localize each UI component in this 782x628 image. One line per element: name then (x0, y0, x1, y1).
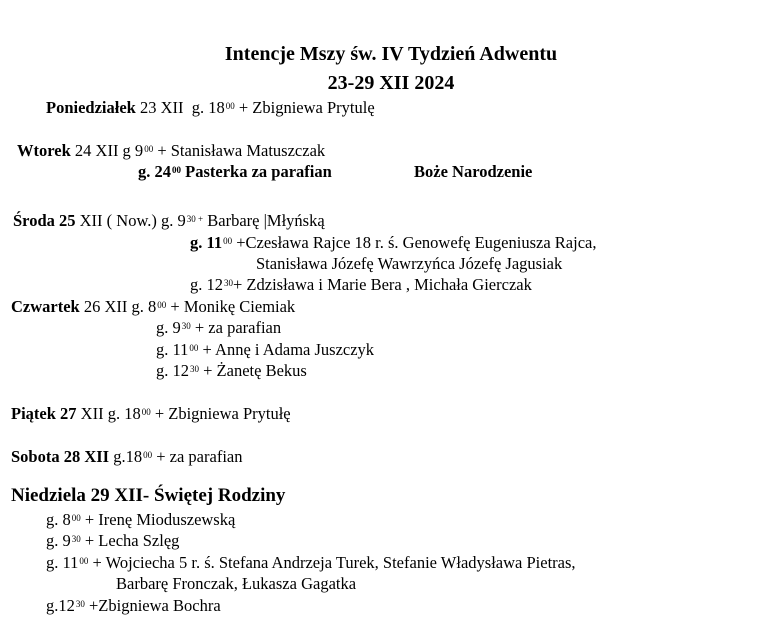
mass-time: g. 11 (190, 233, 223, 252)
day-date: XII ( Now.) g. 9 (75, 211, 186, 230)
day-date: 24 XII g 9 (70, 141, 144, 160)
mass-intention: + Lecha Szlęg (80, 531, 180, 550)
saturday-line (11, 447, 242, 467)
monday-line (46, 98, 375, 118)
mass-intention: + Zbigniewa Prytulę (234, 98, 375, 117)
holiday-label: Boże Narodzenie (414, 162, 533, 181)
thursday-mass2 (156, 318, 281, 338)
sunday-mass4 (46, 596, 221, 616)
mass-intention: + za parafian (152, 447, 243, 466)
wednesday-line (13, 211, 325, 231)
mass-time: g.12 (46, 596, 75, 615)
mass-time-minutes: 00 (141, 407, 151, 417)
day-name: Piątek 27 (11, 404, 77, 423)
mass-time-minutes: 00 (143, 450, 153, 460)
mass-time-minutes: 30 (181, 321, 191, 331)
mass-time-minutes: 00 (71, 513, 81, 523)
mass-time-minutes: 00 (79, 556, 89, 566)
wednesday-mass2 (190, 233, 596, 253)
mass-time-minutes: 30 (71, 534, 81, 544)
mass-intention: Barbarę |Młyńską (203, 211, 325, 230)
mass-time: g. 11 (156, 340, 189, 359)
mass-time-minutes: 00 (189, 343, 199, 353)
mass-time-minutes: 30 (75, 599, 85, 609)
page-dates: 23-29 XII 2024 (327, 72, 455, 94)
mass-intention: + Monikę Ciemiak (166, 297, 296, 316)
wednesday-mass2-cont: Stanisława Józefę Wawrzyńca Józefę Jagusiak (256, 254, 563, 273)
day-date: 23 XII (135, 98, 184, 117)
mass-intention: +Zbigniewa Bochra (84, 596, 221, 615)
thursday-mass4 (156, 361, 307, 381)
mass-time: g. 12 (190, 275, 223, 294)
mass-time-minutes: 30 (190, 364, 199, 374)
mass-time-minutes: 30 + (186, 214, 204, 224)
mass-intention: Pasterka za parafian (181, 162, 332, 181)
mass-time: g. 9 (156, 318, 181, 337)
mass-intention: + Stanisława Matuszczak (153, 141, 326, 160)
mass-intention: + Irenę Mioduszewską (80, 510, 236, 529)
day-date: g.18 (109, 447, 143, 466)
thursday-line (11, 297, 295, 317)
mass-time-minutes: 30 (224, 278, 233, 288)
sunday-heading: Niedziela 29 XII- Świętej Rodziny (11, 485, 286, 506)
day-date: XII g. 18 (76, 404, 141, 423)
mass-time: g. 9 (46, 531, 71, 550)
day-name: Czwartek (11, 297, 80, 316)
sunday-mass1 (46, 510, 235, 530)
mass-time-minutes: 00 (144, 144, 154, 154)
mass-time: g. 18 (191, 98, 225, 117)
sunday-mass3-cont: Barbarę Fronczak, Łukasza Gagatka (116, 574, 357, 593)
mass-intention: + za parafian (190, 318, 282, 337)
day-date: 26 XII g. 8 (79, 297, 157, 316)
day-name: Środa 25 (13, 211, 76, 230)
tuesday-mass2 (138, 162, 332, 182)
mass-time-minutes: 00 (225, 101, 235, 111)
mass-intention: +Czesława Rajce 18 r. ś. Genowefę Eugeniusza Rajca, (232, 233, 597, 252)
day-name: Sobota 28 XII (11, 447, 110, 466)
wednesday-mass3 (190, 275, 532, 295)
mass-time: g. 24 (138, 162, 171, 181)
sunday-mass2 (46, 531, 179, 551)
day-name: Poniedziałek (46, 98, 136, 117)
day-name: Wtorek (17, 141, 71, 160)
thursday-mass3 (156, 340, 374, 360)
mass-intention: + Zdzisława i Marie Bera , Michała Gierczak (233, 275, 532, 294)
mass-intention: + Wojciecha 5 r. ś. Stefana Andrzeja Turek, Stefanie Władysława Pietras, (88, 553, 576, 572)
mass-intention: + Zbigniewa Prytułę (150, 404, 291, 423)
mass-time-minutes: 00 (172, 165, 181, 175)
sunday-mass3 (46, 553, 576, 573)
mass-intention: + Żanetę Bekus (199, 361, 307, 380)
mass-time: g. 11 (46, 553, 79, 572)
mass-time-minutes: 00 (157, 300, 167, 310)
mass-time: g. 8 (46, 510, 71, 529)
mass-intention: + Annę i Adama Juszczyk (198, 340, 375, 359)
mass-time: g. 12 (156, 361, 189, 380)
mass-time-minutes: 00 (223, 236, 233, 246)
friday-line (11, 404, 291, 424)
tuesday-line (17, 141, 325, 161)
page-title: Intencje Mszy św. IV Tydzień Adwentu (224, 43, 558, 65)
